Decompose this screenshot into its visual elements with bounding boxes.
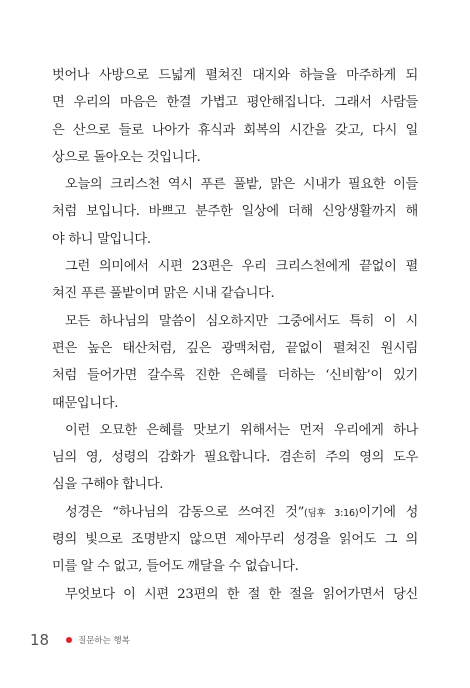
text-line: 처럼 보입니다. 바쁘고 분주한 일상에 더해 신앙생활까지 해 [52,204,418,220]
text-line: 편은 높은 태산처럼, 깊은 광맥처럼, 끝없이 펼쳐진 원시림 [52,340,418,356]
body-text [52,62,418,608]
text-segment: 성경은 “하나님의 감동으로 쓰여진 것” [65,504,305,520]
scripture-citation: (딤후 3:16) [304,507,359,519]
page-number: 18 [30,631,50,649]
text-line: 심을 구해야 합니다. [52,477,164,493]
text-line: 무엇보다 이 시편 23편의 한 절 한 절을 읽어가면서 당신 [65,586,418,602]
text-line: 은 산으로 들로 나아가 휴식과 회복의 시간을 갖고, 다시 일 [52,122,418,138]
bullet-dot-icon [66,637,72,643]
text-line: 상으로 돌아오는 것입니다. [52,149,201,165]
text-line: 야 하니 말입니다. [52,231,151,247]
text-line: 쳐진 푸른 풀밭이며 맑은 시내 같습니다. [52,286,275,302]
running-title: 질문하는 행복 [78,636,130,646]
text-line: 때문입니다. [52,395,119,411]
text-line: 모든 하나님의 말씀이 심오하지만 그중에서도 특히 이 시 [65,313,418,329]
text-line: 면 우리의 마음은 한결 가볍고 평안해집니다. 그래서 사람들 [52,95,418,111]
text-line: 처럼 들어가면 갈수록 진한 은혜를 더하는 ‘신비함’이 있기 [52,368,418,384]
text-line: 이런 오묘한 은혜를 맛보기 위해서는 먼저 우리에게 하나 [65,422,418,438]
page-footer [30,630,130,650]
text-line: 미를 알 수 없고, 들어도 깨달을 수 없습니다. [52,559,299,575]
text-line: 님의 영, 성령의 감화가 필요합니다. 겸손히 주의 영의 도우 [52,450,418,466]
text-segment: 이기에 성 [358,504,419,520]
text-line: 그런 의미에서 시편 23편은 우리 크리스천에게 끝없이 펼 [65,259,418,275]
text-line: 령의 빛으로 조명받지 않으면 제아무리 성경을 읽어도 그 의 [52,532,418,548]
text-line-with-citation [52,499,418,526]
text-line: 오늘의 크리스천 역시 푸른 풀밭, 맑은 시내가 필요한 이들 [65,177,418,193]
text-line: 벗어나 사방으로 드넓게 펼쳐진 대지와 하늘을 마주하게 되 [52,68,418,83]
